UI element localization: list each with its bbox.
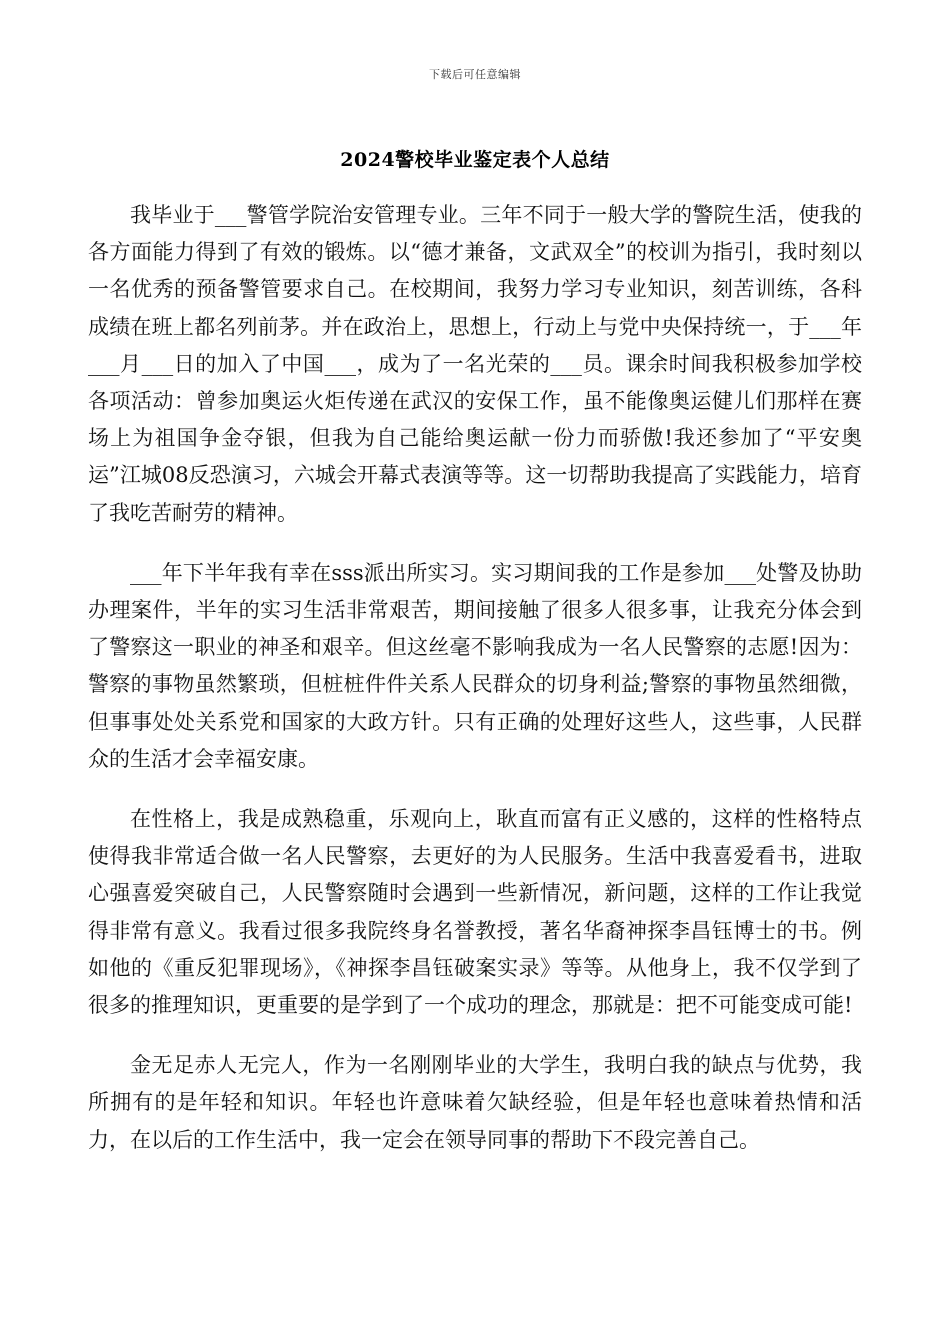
paragraph-2: ___年下半年我有幸在sss派出所实习。实习期间我的工作是参加___处警及协助办理案件，半年的实习生活非常艰苦，期间接触了很多人很多事，让我充分体会到了警察这一职业的神圣和艰辛。但这丝毫不影响我成为一名人民警察的志愿!因为：警察的事物虽然繁琐，但桩桩件件关系人民群众的切身利益;警察的事物虽然细微，但事事处处关系党和国家的大政方针。只有正确的处理好这些人，这些事，人民群众的生活才会幸福安康。 [88,560,862,771]
paragraph-4: 金无足赤人无完人，作为一名刚刚毕业的大学生，我明白我的缺点与优势，我所拥有的是年轻和知识。年轻也许意味着欠缺经验，但是年轻也意味着热情和活力，在以后的工作生活中，我一定会在领导同事的帮助下不段完善自己。 [88,1053,862,1152]
document-title: 2024警校毕业鉴定表个人总结 [340,149,610,171]
paragraph-1: 我毕业于___警管学院治安管理专业。三年不同于一般大学的警院生活，使我的各方面能力得到了有效的锻炼。以“德才兼备，文武双全”的校训为指引，我时刻以一名优秀的预备警管要求自己。在校期间，我努力学习专业知识，刻苦训练，各科成绩在班上都名列前茅。并在政治上，思想上，行动上与党中央保持统一，于___年___月___日的加入了中国___，成为了一名光荣的___员。课余时间我积极参加学校各项活动：曾参加奥运火炬传递在武汉的安保工作，虽不能像奥运健儿们那样在赛场上为祖国争金夺银，但我为自己能给奥运献一份力而骄傲!我还参加了“平安奥运”江城08反恐演习，六城会开幕式表演等等。这一切帮助我提高了实践能力，培育了我吃苦耐劳的精神。 [88,203,862,525]
paragraph-3: 在性格上，我是成熟稳重，乐观向上，耿直而富有正义感的，这样的性格特点使得我非常适合做一名人民警察，去更好的为人民服务。生活中我喜爱看书，进取心强喜爱突破自己，人民警察随时会遇到一些新情况，新问题，这样的工作让我觉得非常有意义。我看过很多我院终身名誉教授，著名华裔神探李昌钰博士的书。例如他的《重反犯罪现场》，《神探李昌钰破案实录》等等。从他身上，我不仅学到了很多的推理知识，更重要的是学到了一个成功的理念，那就是：把不可能变成可能! [88,807,862,1018]
page-header-note: 下载后可任意编辑 [429,68,521,81]
document-body [88,197,862,1182]
